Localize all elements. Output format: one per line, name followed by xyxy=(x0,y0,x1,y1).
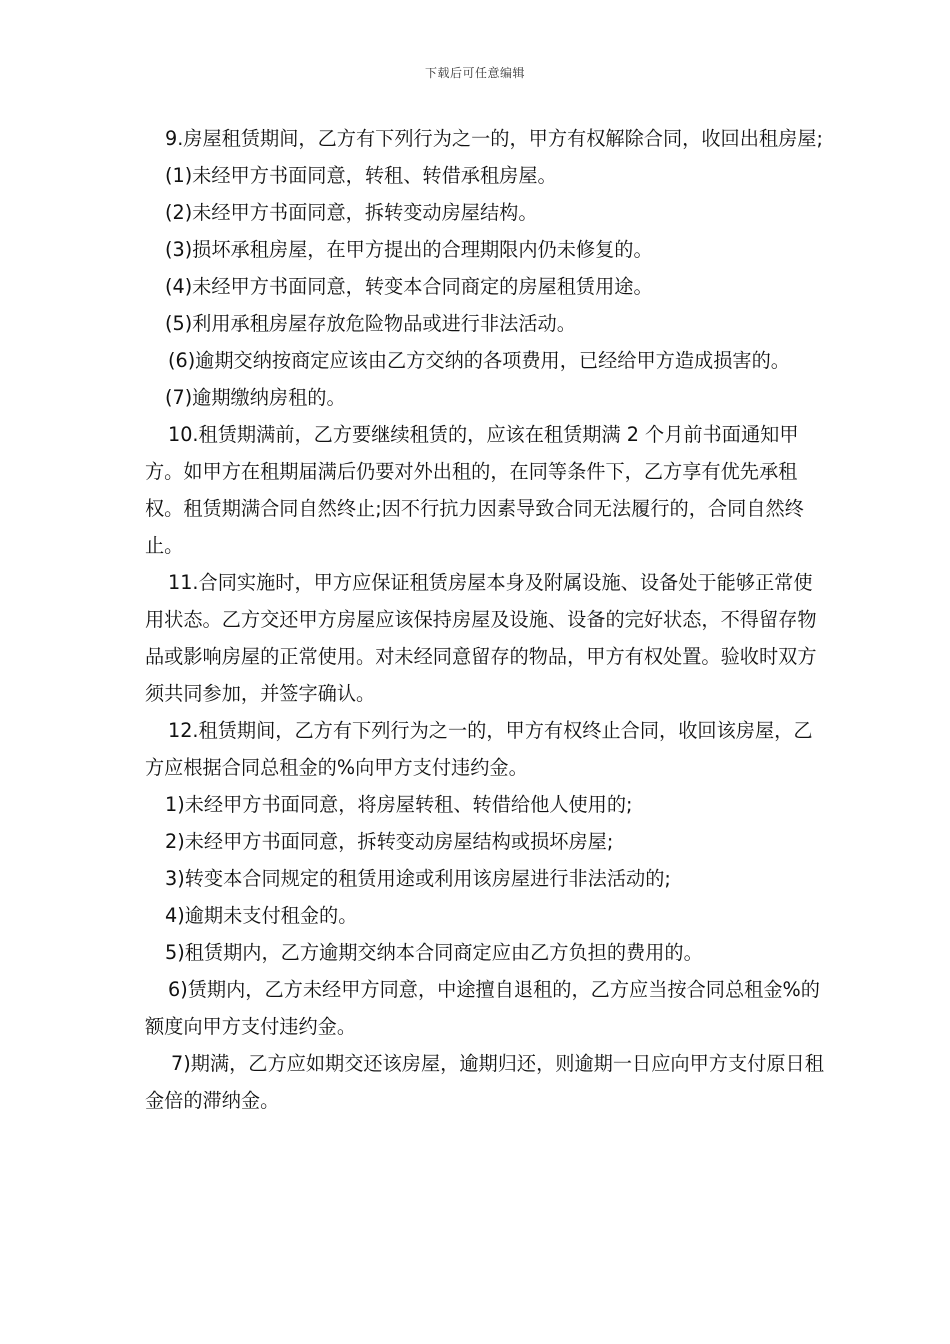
clause-12-item-7: 7)期满，乙方应如期交还该房屋，逾期归还，则逾期一日应向甲方支付原日租金倍的滞纳金。 xyxy=(145,1052,824,1112)
clause-9-item-3: (3)损坏承租房屋，在甲方提出的合理期限内仍未修复的。 xyxy=(165,238,653,261)
clause-12-item-6: 6)赁期内，乙方未经甲方同意，中途擅自退租的，乙方应当按合同总租金%的额度向甲方支付违约金。 xyxy=(145,978,820,1038)
document-body xyxy=(145,120,825,1119)
clause-9-item-5: (5)利用承租房屋存放危险物品或进行非法活动。 xyxy=(165,312,576,335)
clause-10: 10.租赁期满前，乙方要继续租赁的，应该在租赁期满 2 个月前书面通知甲方。如甲方在租期届满后仍要对外出租的，在同等条件下，乙方享有优先承租权。租赁期满合同自然终止;因不行抗力因素导致合同无法履行的，合同自然终止。 xyxy=(145,423,804,557)
clause-12-item-5: 5)租赁期内，乙方逾期交纳本合同商定应由乙方负担的费用的。 xyxy=(165,941,703,964)
clause-12-item-3: 3)转变本合同规定的租赁用途或利用该房屋进行非法活动的; xyxy=(165,867,671,890)
clause-12-item-1: 1)未经甲方书面同意，将房屋转租、转借给他人使用的; xyxy=(165,793,633,816)
clause-9-item-6: (6)逾期交纳按商定应该由乙方交纳的各项费用，已经给甲方造成损害的。 xyxy=(168,349,790,372)
clause-12-item-2: 2)未经甲方书面同意，拆转变动房屋结构或损坏房屋; xyxy=(165,830,614,853)
page-header: 下载后可任意编辑 xyxy=(424,66,525,80)
clause-9-item-1: (1)未经甲方书面同意，转租、转借承租房屋。 xyxy=(165,164,557,187)
clause-9-item-4: (4)未经甲方书面同意，转变本合同商定的房屋租赁用途。 xyxy=(165,275,653,298)
clause-12: 12.租赁期间，乙方有下列行为之一的，甲方有权终止合同，收回该房屋，乙方应根据合同总租金的%向甲方支付违约金。 xyxy=(145,719,813,779)
clause-9-item-2: (2)未经甲方书面同意，拆转变动房屋结构。 xyxy=(165,201,538,224)
clause-9: 9.房屋租赁期间，乙方有下列行为之一的，甲方有权解除合同，收回出租房屋; xyxy=(165,127,823,150)
clause-9-item-7: (7)逾期缴纳房租的。 xyxy=(165,386,346,409)
clause-11: 11.合同实施时，甲方应保证租赁房屋本身及附属设施、设备处于能够正常使用状态。乙方交还甲方房屋应该保持房屋及设施、设备的完好状态，不得留存物品或影响房屋的正常使用。对未经同意留存的物品，甲方有权处置。验收时双方须共同参加，并签字确认。 xyxy=(145,571,817,705)
clause-12-item-4: 4)逾期未支付租金的。 xyxy=(165,904,358,927)
